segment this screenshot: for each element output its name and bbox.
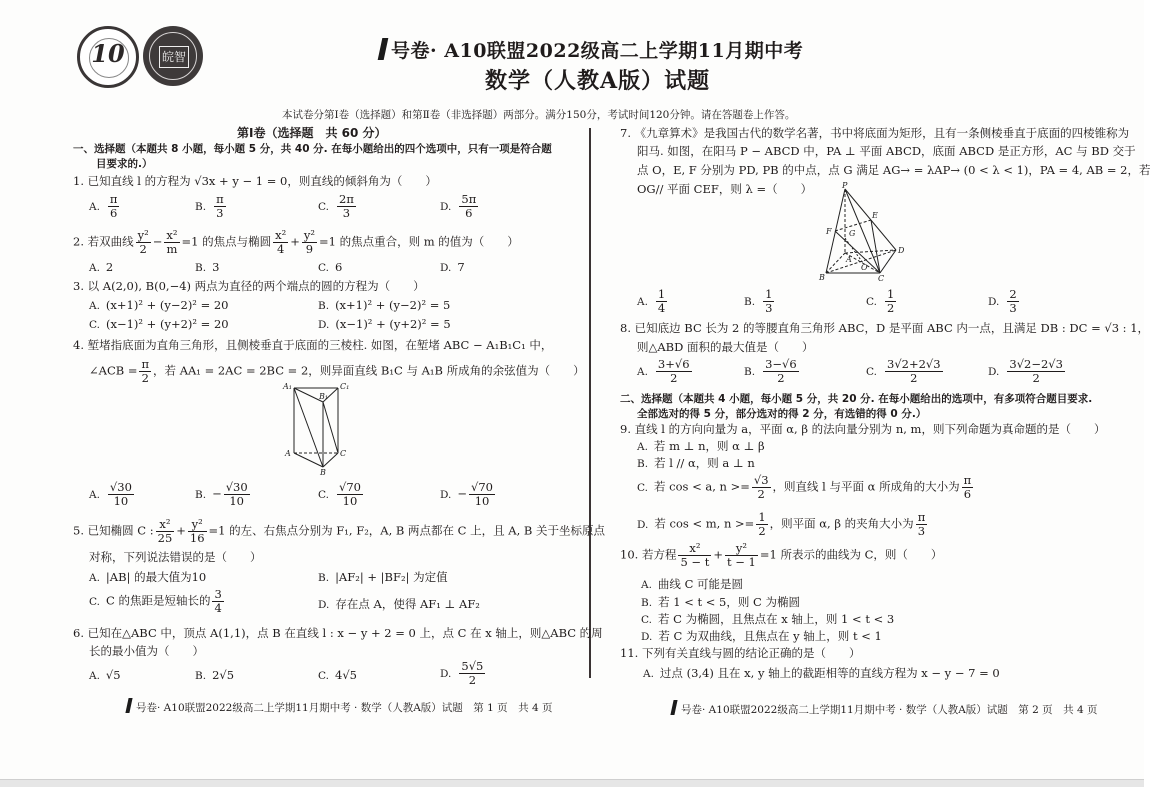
- section1-heading: 一、选择题（本题共 8 小题，每小题 5 分，共 40 分. 在每小题给出的四个选项中，只有一项是符合题: [73, 143, 552, 155]
- q7-stem-line1: 7. 《九章算术》是我国古代的数学名著，书中将底面为矩形，且有一条侧棱垂直于底面的四棱锥称为: [620, 126, 1130, 140]
- svg-text:B: B: [819, 273, 825, 282]
- section2-heading-cont: 全部选对的得 5 分，部分选对的得 2 分，有选错的得 0 分.）: [637, 408, 927, 420]
- footer-page-2: 号卷· A10联盟2022级高二上学期11月期中考 · 数学（人教A版）试题 第 2 页 共 4 页: [672, 700, 1098, 717]
- q10-option-c[interactable]: C. 若 C 为椭圆，且焦点在 x 轴上，则 1 < t < 3: [641, 612, 895, 626]
- q9-option-b[interactable]: B. 若 l // α，则 a ⊥ n: [637, 456, 755, 470]
- q9-option-c[interactable]: C. 若 cos < a, n >= $\frac{√3}{2}$ ，则直线 l 与平面 α 所成角的大小为 $\frac{\pi}{6}$: [637, 473, 972, 501]
- q10-option-d[interactable]: D. 若 C 为双曲线，且焦点在 y 轴上，则 t < 1: [641, 629, 882, 643]
- school-alliance-logo-icon: 10: [77, 26, 139, 88]
- q10-option-b[interactable]: B. 若 1 < t < 5，则 C 为椭圆: [641, 595, 800, 609]
- brush-stroke-logo-icon: [125, 698, 132, 713]
- q4-option-a[interactable]: A. $\frac{√30}{10}$: [89, 480, 132, 508]
- q5-stem-line1: 5. 已知椭圆 C : $\frac{\text{x²}}{25}$ + $\frac{\text{y²}}{16}$ =1 的左、右焦点分别为 F₁, F₂，A, B 两点都在 C 上，且 A, B 关于坐标原点: [73, 517, 606, 545]
- q9-option-a[interactable]: A. 若 m ⊥ n，则 α ⊥ β: [637, 439, 765, 453]
- column-divider: [589, 128, 591, 678]
- q6-stem-line1: 6. 已知在△ABC 中，顶点 A(1,1)，点 B 在直线 l : x − y + 2 = 0 上，点 C 在 x 轴上，则△ABC 的周: [73, 626, 603, 640]
- svg-text:E: E: [872, 211, 878, 220]
- svg-text:P: P: [842, 181, 848, 190]
- q8-option-b[interactable]: B. $\frac{3-√6}{2}$: [744, 357, 797, 385]
- q7-stem-line3: 点 O，E, F 分别为 PD, PB 的中点，点 G 满足 AG→ = λAP→ (0 < λ < 1)，PA = 4, AB = 2，若: [637, 163, 1151, 177]
- q8-option-a[interactable]: A. $\frac{3+√6}{2}$: [637, 357, 690, 385]
- q7-stem-line2: 阳马. 如图，在阳马 P − ABCD 中，PA ⊥ 平面 ABCD，底面 ABCD 是正方形，AC 与 BD 交于: [637, 144, 1136, 158]
- q5-stem-line2: 对称，下列说法错误的是（ ）: [89, 550, 262, 564]
- section1-heading-cont: 目要求的.）: [96, 158, 153, 170]
- q4-stem-line1: 4. 堑堵指底面为直角三角形，且侧棱垂直于底面的三棱柱. 如图，在堑堵 ABC − A₁B₁C₁ 中，: [73, 338, 553, 352]
- section2-heading: 二、选择题（本题共 4 小题，每小题 5 分，共 20 分. 在每小题给出的选项中，有多项符合题目要求.: [620, 393, 1093, 405]
- q6-option-c[interactable]: C. 4√5: [318, 668, 357, 682]
- q1-option-d[interactable]: D. $\frac{5\pi}{6}$: [440, 192, 477, 220]
- exam-title: 号卷· A10联盟2022级高二上学期11月期中考: [380, 36, 803, 63]
- q6-option-d[interactable]: D. $\frac{5√5}{2}$: [440, 659, 484, 687]
- brush-stroke-logo-icon: [670, 700, 677, 715]
- q7-option-b[interactable]: B. $\frac{1}{3}$: [744, 287, 773, 315]
- q8-option-d[interactable]: D. $\frac{3√2-2√3}{2}$: [988, 357, 1063, 385]
- q4-option-b[interactable]: B. − $\frac{√30}{10}$: [195, 480, 248, 508]
- q6-option-a[interactable]: A. √5: [89, 668, 121, 682]
- viewer-bottom-edge: [0, 779, 1144, 787]
- q3-stem: 3. 以 A(2,0), B(0,−4) 两点为直径的两个端点的圆的方程为（ ）: [73, 279, 425, 293]
- q5-option-b[interactable]: B. |AF₂| + |BF₂| 为定值: [318, 570, 448, 584]
- q6-option-b[interactable]: B. 2√5: [195, 668, 235, 682]
- q1-stem: 1. 已知直线 l 的方程为 √3x + y − 1 = 0，则直线的倾斜角为（ ）: [73, 174, 437, 188]
- q7-option-a[interactable]: A. $\frac{1}{4}$: [637, 287, 666, 315]
- svg-text:A: A: [846, 255, 852, 264]
- svg-text:C₁: C₁: [340, 382, 350, 391]
- q2-option-c[interactable]: C. 6: [318, 260, 343, 274]
- q3-option-d[interactable]: D. (x−1)² + (y+2)² = 5: [318, 317, 451, 331]
- q8-stem-line2: 则△ABD 面积的最大值是（ ）: [637, 340, 814, 354]
- q6-stem-line2: 长的最小值为（ ）: [89, 644, 204, 658]
- q3-option-b[interactable]: B. (x+1)² + (y−2)² = 5: [318, 298, 451, 312]
- brush-stroke-logo-icon: [378, 38, 389, 60]
- exam-notice: 本试卷分第Ⅰ卷（选择题）和第Ⅱ卷（非选择题）两部分。满分150分，考试时间120分钟。请在答题卷上作答。: [282, 109, 796, 121]
- q1-option-c[interactable]: C. $\frac{2\pi}{3}$: [318, 192, 354, 220]
- q7-pyramid-figure: [818, 180, 914, 283]
- q9-stem: 9. 直线 l 的方向向量为 a，平面 α, β 的法向量分别为 n, m，则下列命题为真命题的是（ ）: [620, 422, 1106, 436]
- svg-text:C: C: [878, 274, 885, 283]
- q4-option-c[interactable]: C. $\frac{√70}{10}$: [318, 480, 361, 508]
- footer-page-1: 号卷· A10联盟2022级高二上学期11月期中考 · 数学（人教A版）试题 第 1 页 共 4 页: [127, 698, 553, 715]
- q2-stem: 2. 若双曲线 $\frac{\text{y²}}{2}$ − $\frac{\text{x²}}{m}$ =1 的焦点与椭圆 $\frac{\text{x²}}{4}$ + $\frac{\text{y²}}{9}$ =1 的焦点重合，则 m 的值为（ ）: [73, 228, 519, 256]
- svg-text:C: C: [340, 449, 347, 458]
- q5-option-d[interactable]: D. 存在点 A，使得 AF₁ ⊥ AF₂: [318, 597, 480, 611]
- svg-text:A: A: [285, 449, 291, 458]
- q5-option-c[interactable]: C. C 的焦距是短轴长的 $\frac{3}{4}$: [89, 587, 222, 615]
- q2-option-a[interactable]: A. 2: [89, 260, 114, 274]
- q11-option-a[interactable]: A. 过点 (3,4) 且在 x, y 轴上的截距相等的直线方程为 x − y − 7 = 0: [643, 666, 1000, 680]
- q2-option-d[interactable]: D. 7: [440, 260, 465, 274]
- q2-option-b[interactable]: B. 3: [195, 260, 220, 274]
- q9-option-d[interactable]: D. 若 cos < m, n >= $\frac{1}{2}$ ，则平面 α, β 的夹角大小为 $\frac{\pi}{3}$: [637, 510, 926, 538]
- svg-text:A₁: A₁: [283, 382, 292, 391]
- q1-option-b[interactable]: B. $\frac{\pi}{3}$: [195, 192, 224, 220]
- q11-stem: 11. 下列有关直线与圆的结论正确的是（ ）: [620, 646, 861, 660]
- q10-stem: 10. 若方程 $\frac{\text{x²}}{5 - t}$ + $\frac{\text{y²}}{t - 1}$ =1 所表示的曲线为 C，则（ ）: [620, 541, 943, 569]
- exam-subtitle: 数学（人教A版）试题: [485, 68, 711, 94]
- svg-text:B₁: B₁: [319, 392, 329, 401]
- q8-stem-line1: 8. 已知底边 BC 长为 2 的等腰直角三角形 ABC，D 是平面 ABC 内一点，且满足 DB : DC = √3 : 1，: [620, 321, 1150, 335]
- q3-option-a[interactable]: A. (x+1)² + (y−2)² = 20: [89, 298, 229, 312]
- q4-prism-figure: [280, 380, 360, 477]
- q7-option-c[interactable]: C. $\frac{1}{2}$: [866, 287, 895, 315]
- q4-option-d[interactable]: D. − $\frac{√70}{10}$: [440, 480, 493, 508]
- part1-title: 第Ⅰ卷（选择题 共 60 分）: [237, 126, 387, 140]
- q10-option-a[interactable]: A. 曲线 C 可能是圆: [641, 577, 744, 591]
- q7-option-d[interactable]: D. $\frac{2}{3}$: [988, 287, 1017, 315]
- q3-option-c[interactable]: C. (x−1)² + (y+2)² = 20: [89, 317, 229, 331]
- q5-option-a[interactable]: A. |AB| 的最大值为10: [89, 570, 207, 584]
- q7-stem-line4: OG// 平面 CEF，则 λ =（ ）: [637, 182, 813, 196]
- svg-text:F: F: [826, 227, 832, 236]
- q4-stem-line2: ∠ACB = $\frac{\pi}{2}$ ，若 AA₁ = 2AC = 2BC = 2，则异面直线 B₁C 与 A₁B 所成角的余弦值为（ ）: [89, 357, 585, 385]
- q8-option-c[interactable]: C. $\frac{3√2+2√3}{2}$: [866, 357, 941, 385]
- svg-text:B: B: [320, 468, 326, 477]
- svg-text:G: G: [849, 229, 856, 238]
- svg-text:O: O: [861, 263, 868, 272]
- q1-option-a[interactable]: A. $\frac{\pi}{6}$: [89, 192, 118, 220]
- wanzhi-education-logo-icon: 皖智: [143, 26, 203, 86]
- svg-text:D: D: [898, 246, 905, 255]
